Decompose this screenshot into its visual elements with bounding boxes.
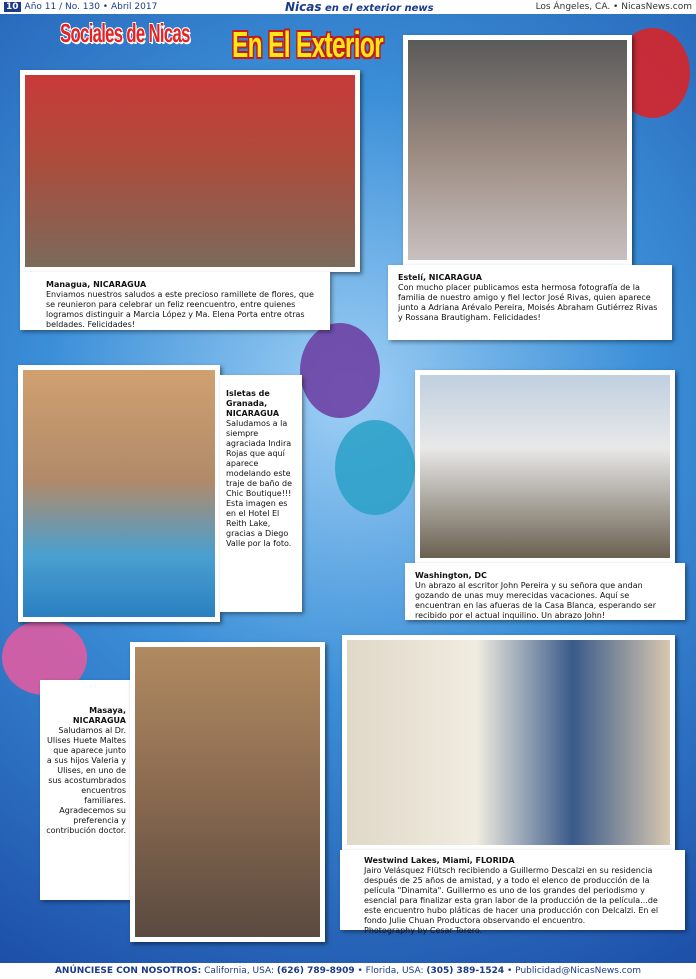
caption-title: Estelí, NICARAGUA [398,273,482,282]
title-exterior: En El Exterior [232,24,384,65]
balloon-purple [300,323,380,418]
page-number: 10 [6,2,19,12]
caption-title: Managua, NICARAGUA [46,280,147,289]
caption-text: Saludamos al Dr. Ulises Huete Maltes que aparece junto a sus hijos Valeria y Ulises, en uno de sus acostumbrados encuentros familiares. Agradecemos su preferencia y contribución doctor. [46,726,126,835]
footer-email: • Publicidad@NicasNews.com [507,966,642,976]
advertise-footer [0,963,696,979]
title-sociales: Sociales de Nicas [60,18,190,48]
page-header [0,0,696,14]
caption-managua [20,272,330,330]
caption-title: Masaya, NICARAGUA [72,706,126,725]
photo-credit: Photography by Cesar Torero. [364,926,483,935]
issue-info: Año 11 / No. 130 • Abril 2017 [24,2,158,12]
photo-granada [18,365,220,622]
photo-managua [20,70,360,272]
footer-fl-phone: (305) 389-1524 [426,966,505,976]
footer-label: ANÚNCIESE CON NOSOTROS: [54,966,202,976]
caption-title: Westwind Lakes, Miami, FLORIDA [364,856,515,865]
photo-washington [415,370,675,563]
caption-text: Jairo Velásquez Flütsch recibiendo a Guillermo Descalzi en su residencia después de 25 años de amistad, y a todo el elenco de producción de la película "Dinamita". Guillermo es uno de los grandes del periodismo y esencial para finalizar esta gran labor de la producción de la película...de este encuentro hubo pláticas de hacer una producción con Delcalzi. En el fondo Julie Chuan Productora observando el encuentro. [364,866,659,925]
caption-text: Un abrazo al escritor John Pereira y su señora que andan gozando de unas muy merecidas vacaciones. Aquí se encuentran en las afueras de la Casa Blanca, esperando ser recibido por el actual inquilino. Un abrazo John! [415,581,657,620]
footer-ca: California, USA: [204,966,275,976]
masthead [285,0,434,14]
brand-tagline: en el exterior news [325,3,434,14]
caption-esteli [388,265,672,340]
photo-masaya [130,642,325,942]
caption-miami [340,850,685,935]
caption-text: Con mucho placer publicamos esta hermosa fotografía de la familia de nuestro amigo y fiel lector José Rivas, quien aparece junto a Adriana Arévalo Pereira, Moisés Abraham Gutiérrez Rivas y Rossana Brautigham. Felicidades! [398,283,658,322]
caption-washington [405,563,685,620]
caption-masaya [40,680,132,900]
caption-granada [220,375,302,612]
caption-title: Isletas de Granada, NICARAGUA [226,389,280,418]
caption-text: Enviamos nuestros saludos a este precioso ramillete de flores, que se reunieron para celebrar un feliz reencuentro, entre quienes logramos distinguir a Marcia López y Ma. Elena Porta entre otras beldades. Felicidades! [46,290,314,329]
footer-ca-phone: (626) 789-8909 [276,966,355,976]
brand: Nicas [285,0,322,14]
caption-title: Washington, DC [415,571,487,580]
photo-esteli [403,35,632,265]
footer-fl: • Florida, USA: [357,966,424,976]
location-site: Los Ángeles, CA. • NicasNews.com [535,2,692,12]
balloon-teal [335,420,415,515]
photo-miami [342,635,675,850]
caption-text: Saludamos a la siempre agraciada Indira Rojas que aquí aparece modelando este traje de baño de Chic Boutique!!! Esta imagen es en el Hotel El Reith Lake, gracias a Diego Valle por la foto. [226,419,293,548]
